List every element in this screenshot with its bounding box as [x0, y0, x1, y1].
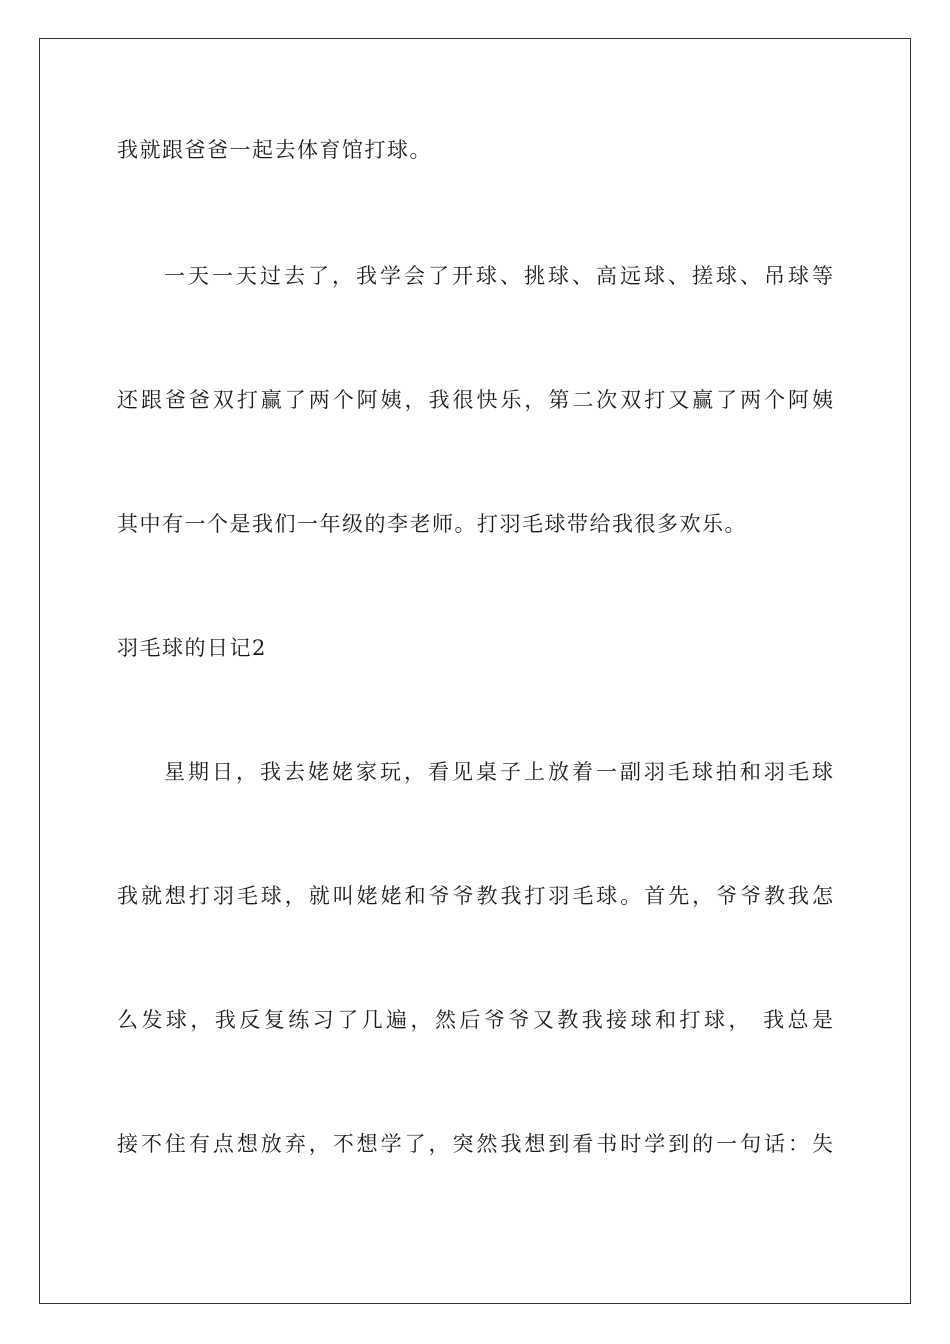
paragraph-line-6: 我就想打羽毛球，就叫姥姥和爷爷教我打羽毛球。首先，爷爷教我怎	[117, 884, 833, 908]
paragraph-line-2: 一天一天过去了，我学会了开球、挑球、高远球、搓球、吊球等	[164, 264, 833, 288]
paragraph-line-7: 么发球，我反复练习了几遍，然后爷爷又教我接球和打球， 我总是	[117, 1008, 833, 1032]
section-heading: 羽毛球的日记2	[117, 636, 267, 660]
page-frame	[39, 38, 911, 1304]
paragraph-line-3: 还跟爸爸双打赢了两个阿姨，我很快乐，第二次双打又赢了两个阿姨	[117, 388, 833, 412]
paragraph-line-5: 星期日，我去姥姥家玩，看见桌子上放着一副羽毛球拍和羽毛球	[164, 760, 833, 784]
paragraph-line-1: 我就跟爸爸一起去体育馆打球。	[117, 138, 432, 162]
paragraph-line-4: 其中有一个是我们一年级的李老师。打羽毛球带给我很多欢乐。	[117, 512, 747, 536]
paragraph-line-8: 接不住有点想放弃，不想学了，突然我想到看书时学到的一句话：失	[117, 1132, 833, 1156]
